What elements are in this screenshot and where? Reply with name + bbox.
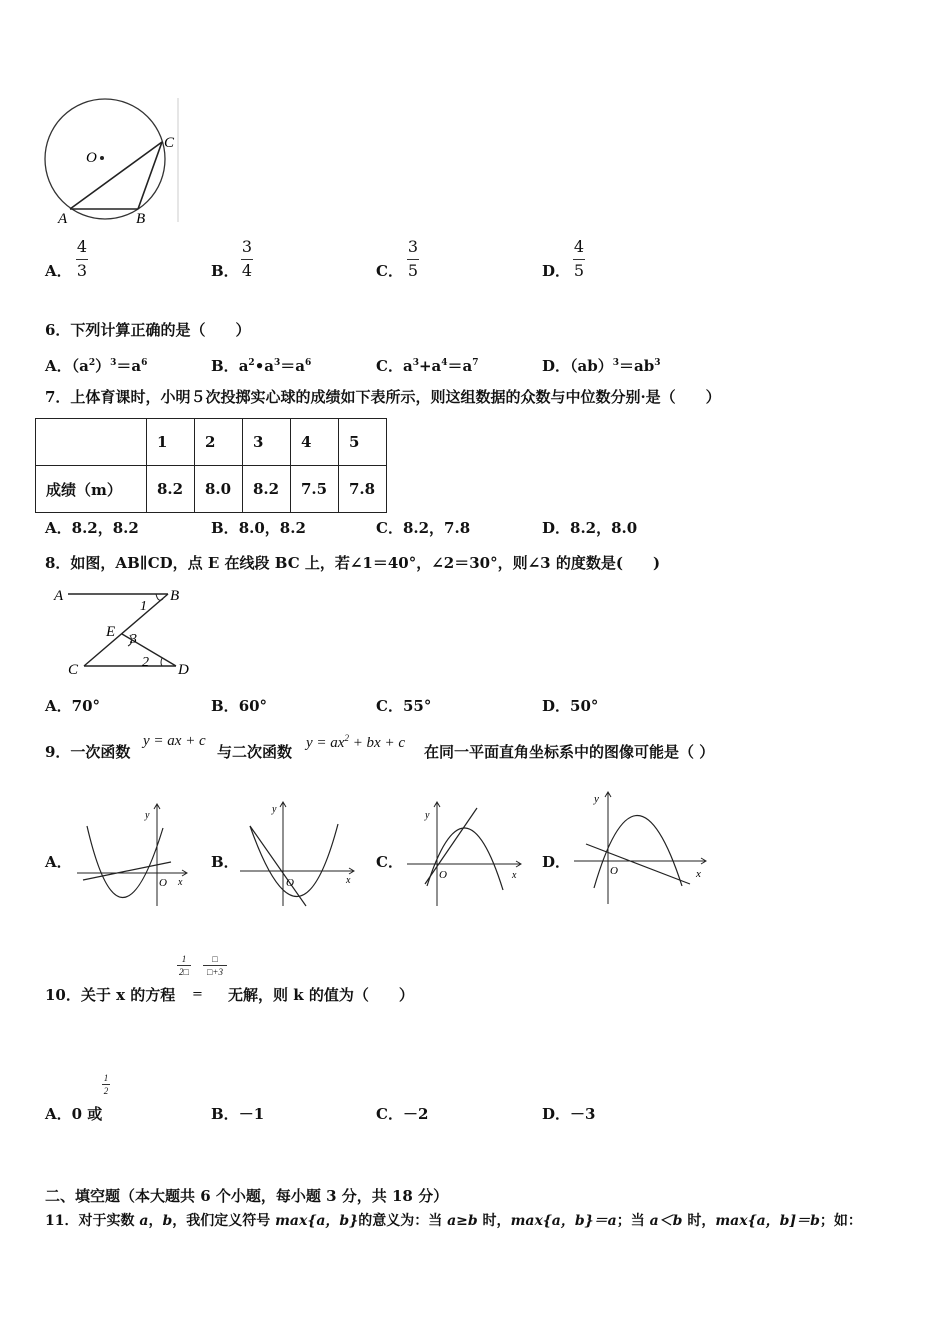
graph-option-d — [572, 788, 710, 908]
q7-option-a[interactable]: A．8.2，8.2 — [45, 519, 139, 537]
label-b: B — [136, 211, 146, 226]
table-cell: 5 — [339, 419, 387, 466]
q5-option-c-fraction: 3 5 — [407, 237, 419, 280]
svg-text:O: O — [610, 865, 618, 877]
line-bc — [84, 594, 168, 666]
angle2-arc — [161, 658, 162, 666]
label-e: E — [106, 624, 116, 640]
q10-option-d[interactable]: D．－3 — [542, 1105, 596, 1123]
q8-stem: 8．如图，AB∥CD，点 E 在线段 BC 上，若∠1＝40°，∠2＝30°，则∠3 的度数是( ) — [45, 554, 661, 572]
q9-option-b[interactable]: B． — [211, 853, 239, 871]
q10-option-a-fraction: 1 2 — [103, 1073, 109, 1096]
q6-option-b[interactable]: B．$a^2•a^3=a^6$ — [211, 357, 312, 375]
q7-option-c[interactable]: C．8.2，7.8 — [376, 519, 471, 537]
q10-stem-post: 无解，则 k 的值为（ ） — [228, 986, 414, 1004]
label-d: D — [178, 662, 189, 678]
score-table — [35, 418, 387, 513]
table-cell: 2 — [195, 419, 243, 466]
parallel-lines-figure — [50, 583, 210, 683]
table-row — [36, 466, 387, 513]
q10-option-c[interactable]: C．－2 — [376, 1105, 429, 1123]
svg-text:O: O — [159, 877, 167, 889]
table-cell: 成绩（m） — [36, 466, 147, 513]
svg-text:y: y — [145, 810, 150, 821]
label-angle2: 2 — [142, 655, 149, 670]
q8-option-c[interactable]: C．55° — [376, 697, 432, 715]
q8-option-d[interactable]: D．50° — [542, 697, 599, 715]
table-cell: 4 — [291, 419, 339, 466]
svg-text:O: O — [439, 869, 447, 881]
graph-option-a — [75, 800, 190, 908]
angle1-arc — [156, 594, 163, 600]
q7-stem: 7．上体育课时，小明５次投掷实心球的成绩如下表所示，则这组数据的众数与中位数分别·是（ ） — [45, 388, 721, 406]
q5-option-b-fraction: 3 4 — [241, 237, 253, 280]
label-c: C — [68, 662, 79, 678]
q8-option-a[interactable]: A．70° — [45, 697, 101, 715]
svg-text:x: x — [178, 877, 183, 888]
q9-quadratic-formula: $y = ax^2$ + bx + c — [306, 733, 405, 751]
q7-option-d[interactable]: D．8.2，8.0 — [542, 519, 638, 537]
label-angle3: 3 — [130, 632, 137, 647]
line — [250, 826, 306, 906]
chord-ac — [70, 142, 162, 209]
svg-text:x: x — [512, 870, 517, 881]
q10-equals: = — [192, 987, 203, 1002]
section-title: 二、填空题（本大题共 6 个小题，每小题 3 分，共 18 分） — [45, 1187, 449, 1205]
q10-lhs-fraction: 1 2□ — [176, 954, 192, 977]
q9-option-c[interactable]: C． — [376, 853, 403, 871]
q9-stem-pre: 9．一次函数 — [45, 743, 131, 761]
circle-figure — [40, 98, 185, 226]
q9-stem-mid: 与二次函数 — [217, 743, 293, 761]
table-row — [36, 419, 387, 466]
q8-option-b[interactable]: B．60° — [211, 697, 268, 715]
svg-text:y: y — [594, 793, 599, 805]
q6-stem: 6．下列计算正确的是（ ） — [45, 321, 251, 339]
table-cell — [36, 419, 147, 466]
table-cell: 8.0 — [195, 466, 243, 513]
line — [83, 862, 171, 880]
label-b: B — [170, 588, 180, 604]
circle — [45, 99, 165, 219]
label-o: O — [86, 150, 97, 166]
q6-option-a[interactable]: A．$(a^2)^3=a^6$ — [45, 357, 148, 375]
svg-text:y: y — [425, 810, 430, 821]
q5-option-b[interactable]: B． — [211, 262, 239, 280]
q7-option-b[interactable]: B．8.0，8.2 — [211, 519, 306, 537]
svg-text:x: x — [696, 868, 701, 880]
q5-option-d[interactable]: D． — [542, 262, 571, 280]
table-cell: 7.5 — [291, 466, 339, 513]
table-cell: 8.2 — [243, 466, 291, 513]
center-point — [100, 156, 104, 160]
q10-option-b[interactable]: B．－1 — [211, 1105, 265, 1123]
table-cell: 1 — [147, 419, 195, 466]
label-a: A — [54, 588, 64, 604]
parabola — [87, 826, 163, 898]
svg-text:O: O — [286, 877, 294, 889]
q10-stem-pre: 10．关于 x 的方程 — [45, 986, 176, 1004]
q6-option-d[interactable]: D．$(ab)^3=ab^3$ — [542, 357, 661, 375]
graph-option-b — [238, 798, 358, 908]
q6-option-c[interactable]: C．$a^3+a^4=a^7$ — [376, 357, 479, 375]
table-cell: 8.2 — [147, 466, 195, 513]
table-cell: 3 — [243, 419, 291, 466]
table-cell: 7.8 — [339, 466, 387, 513]
q11-stem: 11．对于实数 a，b，我们定义符号 max{a，b}的意义为：当 a≥b 时，max{a，b}＝a；当 a＜b 时，max{a，b]＝b；如： — [45, 1213, 862, 1229]
q5-option-d-fraction: 4 5 — [573, 237, 585, 280]
q5-option-c[interactable]: C． — [376, 262, 403, 280]
label-c: C — [164, 135, 175, 151]
q9-stem-post: 在同一平面直角坐标系中的图像可能是（ ） — [424, 743, 715, 761]
q10-option-a[interactable]: A．0 或 — [45, 1105, 103, 1123]
label-angle1: 1 — [140, 599, 147, 614]
q5-option-a-fraction: 4 3 — [76, 237, 88, 280]
line — [425, 808, 477, 884]
q10-rhs-fraction: □ □+3 — [203, 954, 227, 977]
label-a: A — [58, 211, 68, 226]
q5-option-a[interactable]: A． — [45, 262, 72, 280]
parabola — [250, 824, 338, 897]
q9-option-a[interactable]: A． — [45, 853, 72, 871]
graph-option-c — [405, 798, 525, 908]
q9-option-d[interactable]: D． — [542, 853, 571, 871]
svg-text:x: x — [346, 875, 351, 886]
q9-linear-formula: y = ax + c — [143, 733, 206, 749]
svg-text:y: y — [272, 804, 277, 815]
